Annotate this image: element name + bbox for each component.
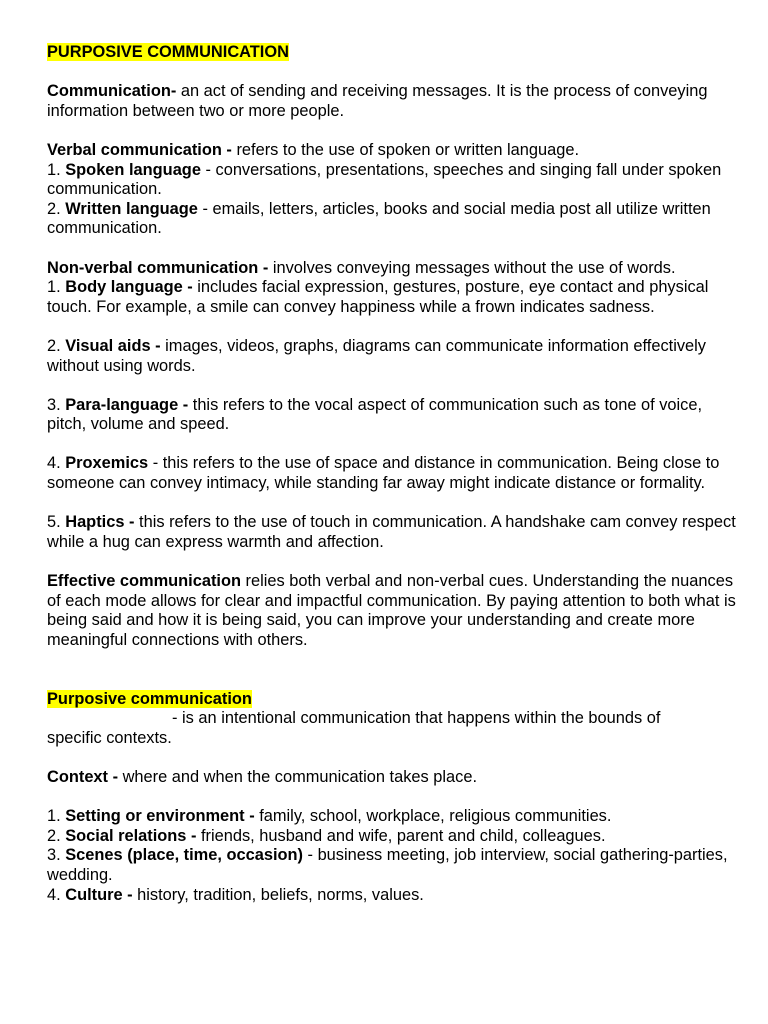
item-number: 2. — [47, 336, 66, 355]
term: Effective communication — [47, 572, 241, 591]
context-heading — [47, 768, 737, 788]
list-item — [47, 161, 737, 200]
item-text: includes facial expression, gestures, posture, eye contact and physical touch. For example, a smile can convey happiness while a frown indicates sadness. — [47, 278, 709, 316]
item-text: - emails, letters, articles, books and social media post all utilize written communication. — [47, 199, 711, 238]
definition-text: an act of sending and receiving messages. It is the process of conveying information between two or more people. — [47, 82, 708, 120]
title-highlight: PURPOSIVE COMMUNICATION — [47, 43, 289, 61]
term: Social relations - — [65, 826, 197, 845]
item-text: history, tradition, beliefs, norms, values. — [132, 885, 424, 904]
definition-text: refers to the use of spoken or written language. — [236, 140, 580, 159]
purposive-definition-line: - is an intentional communication that happens within the bounds of — [172, 709, 661, 728]
term: Verbal communication - — [47, 140, 237, 159]
item-number: 1. — [47, 160, 66, 179]
document-title — [47, 43, 737, 63]
communication-definition — [47, 82, 737, 121]
document-page — [47, 43, 737, 905]
item-text: friends, husband and wife, parent and child, colleagues. — [196, 826, 606, 845]
item-number: 2. — [47, 199, 66, 218]
item-number: 4. — [47, 885, 66, 904]
purposive-communication-heading — [47, 690, 737, 710]
effective-communication-paragraph — [47, 572, 737, 650]
term: Haptics - — [65, 513, 135, 532]
item-number: 5. — [47, 513, 66, 532]
term: Non-verbal communication - — [47, 258, 273, 277]
term: Setting or environment - — [65, 807, 255, 826]
list-item — [47, 807, 737, 827]
item-text: this refers to the use of touch in communication. A handshake cam convey respect while a hug can express warmth and affection. — [47, 513, 736, 551]
item-text: - conversations, presentations, speeches and singing fall under spoken communication. — [47, 160, 722, 199]
term: Communication- — [47, 82, 177, 101]
purposive-definition-continuation: specific contexts. — [47, 728, 172, 747]
verbal-communication-heading — [47, 141, 737, 161]
item-number: 3. — [47, 395, 66, 414]
term: Written language — [65, 199, 198, 218]
list-item — [47, 827, 737, 847]
term: Body language - — [65, 278, 193, 297]
nonverbal-communication-heading — [47, 259, 737, 279]
definition-text: where and when the communication takes place. — [118, 767, 478, 786]
heading-highlight: Purposive communication — [47, 689, 252, 708]
term: Visual aids - — [65, 336, 161, 355]
term: Spoken language — [65, 160, 201, 179]
list-item — [47, 454, 737, 493]
item-text: this refers to the vocal aspect of communication such as tone of voice, pitch, volume and speed. — [47, 395, 703, 434]
term: Proxemics — [65, 454, 149, 473]
list-item — [47, 278, 737, 317]
list-item — [47, 337, 737, 376]
item-number: 3. — [47, 846, 66, 865]
list-item — [47, 200, 737, 239]
item-number: 4. — [47, 454, 66, 473]
item-number: 1. — [47, 807, 66, 826]
list-item — [47, 846, 737, 885]
term: Scenes (place, time, occasion) — [65, 846, 303, 865]
list-item — [47, 513, 737, 552]
item-text: - business meeting, job interview, social gathering-parties, wedding. — [47, 846, 728, 884]
term: Context - — [47, 767, 119, 786]
item-text: family, school, workplace, religious communities. — [254, 807, 612, 826]
list-item — [47, 396, 737, 435]
item-number: 2. — [47, 826, 66, 845]
list-item — [47, 886, 737, 906]
item-text: images, videos, graphs, diagrams can communicate information effectively without using words. — [47, 336, 706, 375]
definition-text: involves conveying messages without the use of words. — [272, 258, 676, 277]
item-text: - this refers to the use of space and distance in communication. Being close to someone can convey intimacy, while standing far away might indicate distance or formality. — [47, 454, 720, 493]
term: Culture - — [65, 885, 133, 904]
item-number: 1. — [47, 278, 66, 297]
term: Para-language - — [65, 395, 193, 414]
paragraph-text: relies both verbal and non-verbal cues. Understanding the nuances of each mode allows for clear and impactful communication. By paying attention to both what is being said and how it is being said, you can improve your understanding and create more meaningful connections with others. — [47, 572, 736, 649]
